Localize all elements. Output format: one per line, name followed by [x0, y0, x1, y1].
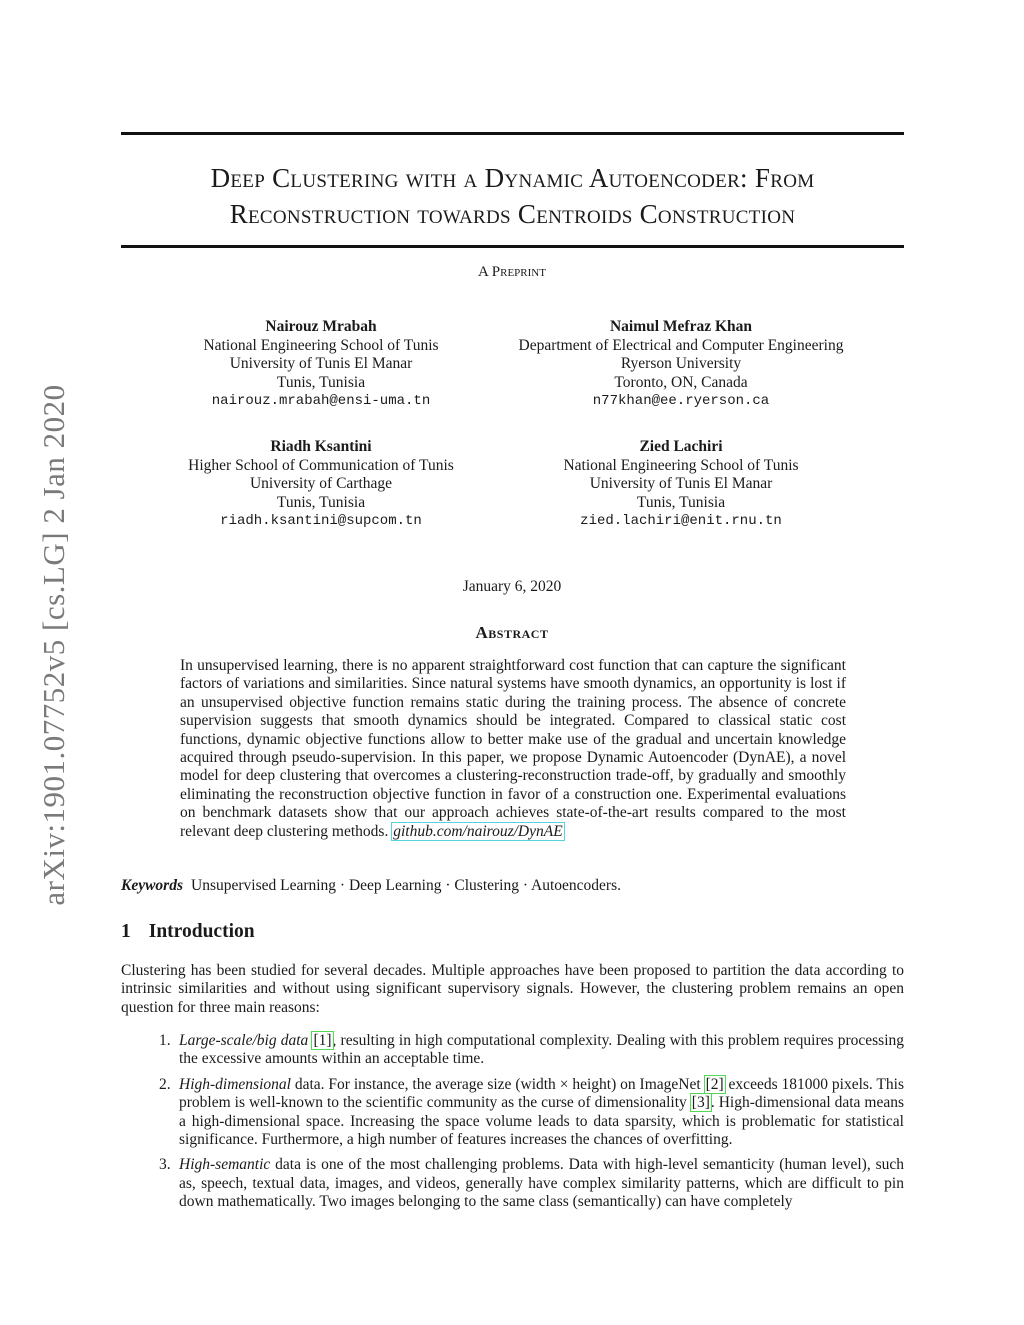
keywords-line — [121, 877, 621, 895]
list-marker: 2. — [159, 1075, 171, 1093]
title-bottom-rule — [121, 245, 904, 248]
abstract-heading: Abstract — [475, 623, 549, 642]
author-university: University of Tunis El Manar — [229, 355, 413, 372]
keywords-text: Unsupervised Learning · Deep Learning · Clustering · Autoencoders. — [191, 877, 621, 894]
list-text: data. For instance, the average size (width × height) on ImageNet — [290, 1075, 705, 1093]
title-line-1: Deep Clustering with a Dynamic Autoencoder: From — [210, 163, 815, 193]
author-affiliation: Department of Electrical and Computer Engineering — [518, 336, 844, 354]
preprint-label: A Preprint — [478, 264, 546, 280]
paper-title — [121, 160, 904, 232]
list-term: Large-scale/big data — [179, 1032, 309, 1049]
arxiv-sidebar-stamp: arXiv:1901.07752v5 [cs.LG] 2 Jan 2020 — [36, 384, 71, 906]
citation-link[interactable]: [1] — [313, 1032, 332, 1049]
author-email[interactable]: nairouz.mrabah@ensi-uma.tn — [211, 393, 431, 409]
list-item — [121, 1032, 904, 1069]
paper-date: January 6, 2020 — [462, 578, 562, 595]
list-text: , resulting in high computational complexity. Dealing with this problem requires processing the excessive amounts within an acceptable time. — [179, 1032, 905, 1068]
intro-paragraph: Clustering has been studied for several decades. Multiple approaches have been proposed to partition the data according to intrinsic similarities and without using significant supervisory signals. However, the clustering problem remains an open question for three main reasons: — [121, 962, 904, 1016]
github-link[interactable]: github.com/nairouz/DynAE — [393, 822, 563, 840]
list-term: High-semantic — [179, 1156, 271, 1174]
author-block-3 — [111, 438, 531, 531]
citation-link[interactable]: [2] — [705, 1075, 724, 1093]
author-affiliation: National Engineering School of Tunis — [563, 456, 799, 474]
abstract-body — [180, 657, 846, 841]
list-text: . High-dimensional data means a high-dimensional space. Increasing the space volume leads to data sparsity, which is problematic for statistical significance. Furthermore, a high number of features increases the chances of overfitting. — [179, 1094, 905, 1149]
list-text: data is one of the most challenging problems. Data with high-level semanticity (human level), such as, speech, textual data, images, and videos, generally have complex similarity patterns, which are difficult to pin down mathematically. Two images belonging to the same class (semantically) can have completely — [179, 1156, 904, 1211]
section-heading-introduction — [121, 921, 255, 943]
list-term: High-dimensional — [179, 1075, 291, 1093]
author-email[interactable]: riadh.ksantini@supcom.tn — [220, 513, 422, 529]
author-block-1 — [111, 318, 531, 411]
abstract-text: In unsupervised learning, there is no apparent straightforward cost function that can capture the significant factors of variations and similarities. Since natural systems have smooth dynamics, an opportunity is lost if an unsupervised objective function remains static during the training process. The absence of concrete supervision suggests that smooth dynamics should be integrated. Compared to classical static cost functions, dynamic objective functions allow to better make use of the gradual and uncertain knowledge acquired through pseudo-supervision. In this paper, we propose Dynamic Autoencoder (DynAE), a novel model for deep clustering that overcomes a clustering-reconstruction trade-off, by gradually and smoothly eliminating the reconstruction objective function in favor of a construction one. Experimental evaluations on benchmark datasets show that our approach achieves state-of-the-art results compared to the most relevant deep clustering methods. — [180, 657, 846, 840]
author-location: Tunis, Tunisia — [636, 493, 726, 511]
section-number: 1 — [121, 921, 131, 942]
citation-link[interactable]: [3] — [691, 1094, 710, 1112]
author-name: Naimul Mefraz Khan — [609, 318, 753, 335]
author-university: University of Tunis El Manar — [589, 475, 773, 492]
list-marker: 3. — [159, 1156, 171, 1174]
keywords-label: Keywords — [121, 877, 183, 894]
author-name: Riadh Ksantini — [270, 438, 372, 455]
title-line-2: Reconstruction towards Centroids Construction — [229, 199, 796, 229]
author-location: Tunis, Tunisia — [276, 373, 366, 391]
author-name: Zied Lachiri — [639, 438, 723, 455]
list-marker: 1. — [159, 1032, 171, 1049]
author-affiliation: National Engineering School of Tunis — [203, 336, 439, 354]
author-block-4 — [471, 438, 891, 531]
author-location: Tunis, Tunisia — [276, 493, 366, 511]
author-affiliation: Higher School of Communication of Tunis — [188, 456, 454, 474]
list-text: exceeds 181000 pixels. This problem is well-known to the scientific community as the curse of dimensionality — [179, 1075, 904, 1112]
author-university: University of Carthage — [249, 475, 393, 492]
author-block-2 — [471, 318, 891, 411]
author-location: Toronto, ON, Canada — [614, 373, 748, 391]
author-university: Ryerson University — [620, 355, 742, 372]
section-title: Introduction — [148, 921, 255, 942]
reasons-list — [121, 1032, 904, 1219]
list-item — [121, 1076, 904, 1150]
author-email[interactable]: n77khan@ee.ryerson.ca — [592, 393, 770, 409]
title-top-rule — [121, 132, 904, 135]
list-item — [121, 1156, 904, 1211]
author-name: Nairouz Mrabah — [265, 318, 377, 335]
author-email[interactable]: zied.lachiri@enit.rnu.tn — [580, 513, 782, 529]
